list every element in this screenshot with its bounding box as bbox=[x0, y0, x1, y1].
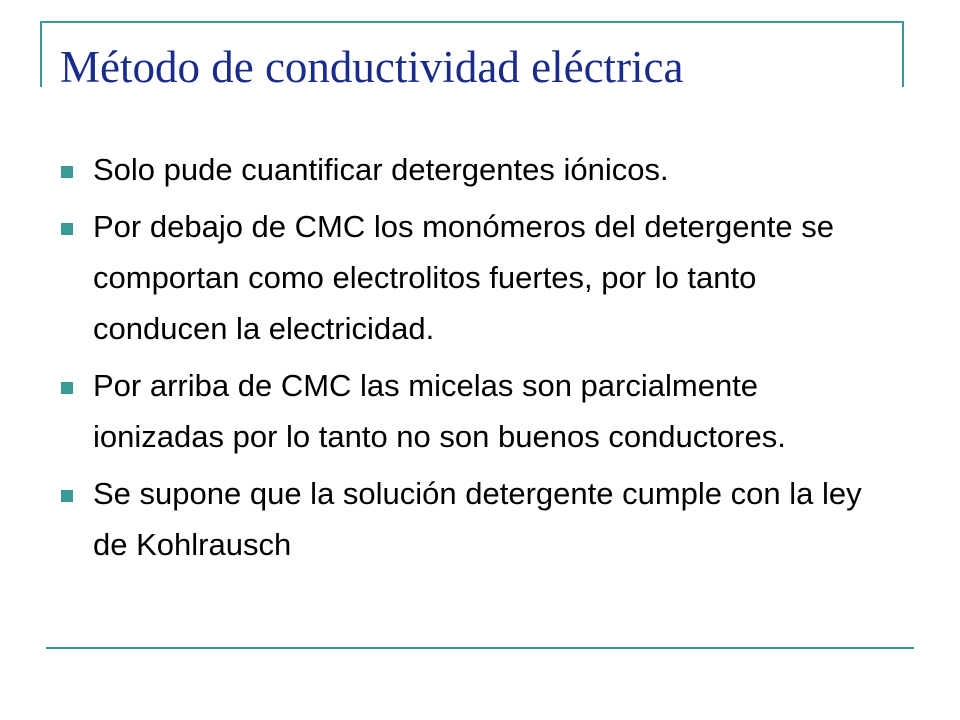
frame-right-line bbox=[902, 21, 904, 87]
bullet-item bbox=[60, 144, 880, 195]
frame-bottom-line bbox=[46, 647, 914, 649]
bullet-text: Por debajo de CMC los monómeros del detergente se comportan como electrolitos fuertes, por lo tanto conducen la electricidad. bbox=[93, 209, 834, 346]
frame-left-line bbox=[40, 21, 42, 87]
frame-top-line bbox=[40, 21, 904, 23]
bullet-item bbox=[60, 201, 880, 354]
bullet-text: Por arriba de CMC las micelas son parcialmente ionizadas por lo tanto no son buenos conductores. bbox=[93, 368, 786, 454]
bullet-list bbox=[60, 144, 880, 576]
bullet-item bbox=[60, 468, 880, 570]
square-bullet-icon bbox=[61, 490, 73, 502]
bullet-text: Se supone que la solución detergente cumple con la ley de Kohlrausch bbox=[93, 476, 862, 562]
square-bullet-icon bbox=[61, 166, 73, 178]
square-bullet-icon bbox=[61, 223, 73, 235]
slide-title: Método de conductividad eléctrica bbox=[60, 42, 684, 92]
bullet-text: Solo pude cuantificar detergentes iónicos. bbox=[93, 152, 669, 187]
bullet-item bbox=[60, 360, 880, 462]
square-bullet-icon bbox=[61, 382, 73, 394]
